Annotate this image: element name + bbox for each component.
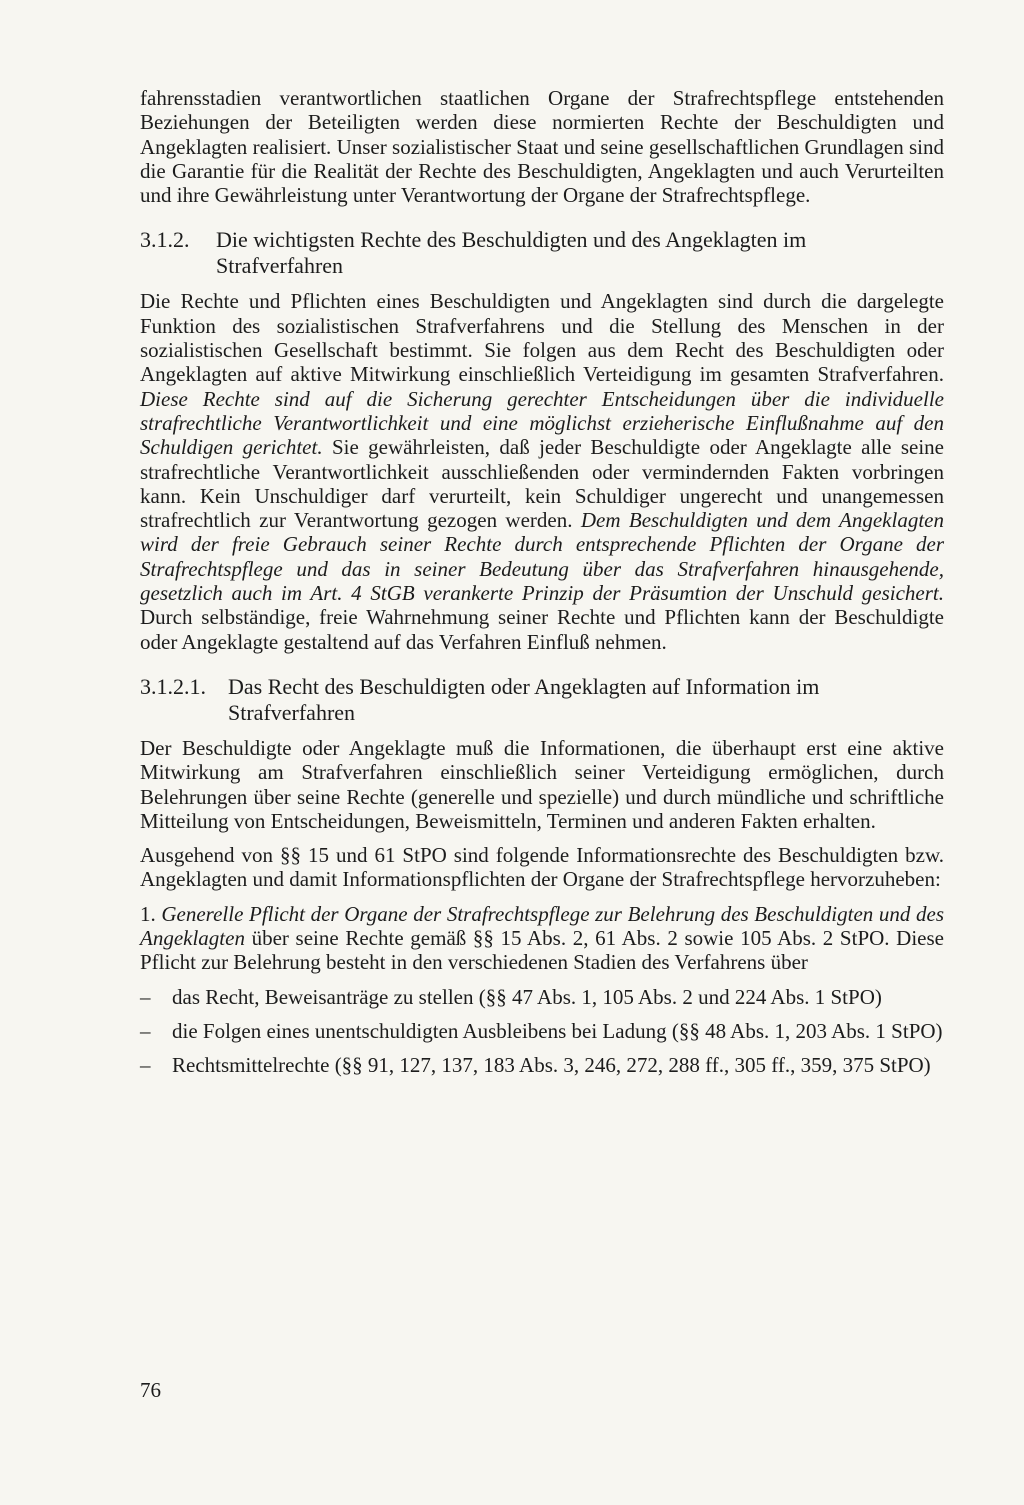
section-title: Die wichtigsten Rechte des Beschuldigten und des Angeklagten im Strafverfahren	[216, 227, 807, 279]
numbered-item-1	[140, 902, 944, 975]
item-number: 1.	[140, 901, 156, 926]
dash-marker: –	[140, 1018, 151, 1043]
section-2-paragraph-2: Ausgehend von §§ 15 und 61 StPO sind folgende Informationsrechte des Beschuldigten bzw. Angeklagten und damit Informationspflichten der Organe der Strafrechtspflege hervorzuheben:	[140, 843, 944, 892]
intro-paragraph: fahrensstadien verantwortlichen staatlichen Organe der Strafrechtspflege entstehenden Beziehungen der Beteiligten werden diese normierten Rechte der Beschuldigten und Angeklagten realisiert. Unser sozialistischer Staat und seine gesellschaftlichen Grundlagen sind die Garantie für die Realität der Rechte des Beschuldigten, Angeklagten und auch Verurteilten und ihre Gewährleistung unter Verantwortung der Organe der Strafrechtspflege.	[140, 86, 944, 208]
section-2-paragraph-1: Der Beschuldigte oder Angeklagte muß die Informationen, die überhaupt erst eine aktive Mitwirkung am Strafverfahren einschließlich seiner Verteidigung ermöglichen, durch Belehrungen über seine Rechte (generelle und spezielle) und durch mündliche und schriftliche Mitteilung von Entscheidungen, Beweismitteln, Terminen und anderen Fakten erhalten.	[140, 735, 944, 833]
section-heading-3-1-2-1	[140, 674, 944, 726]
dash-list-item	[140, 1019, 944, 1043]
section-1-paragraph	[140, 289, 944, 653]
text-run: über seine Rechte gemäß §§ 15 Abs. 2, 61 Abs. 2 sowie 105 Abs. 2 StPO. Diese Pflicht zur Belehrung besteht in den verschiedenen Stadien des Verfahrens über	[140, 926, 944, 975]
dash-list-item	[140, 985, 944, 1009]
list-item-text: die Folgen eines unentschuldigten Ausbleibens bei Ladung (§§ 48 Abs. 1, 203 Abs. 1 StPO)	[172, 1018, 943, 1043]
dash-marker: –	[140, 984, 151, 1009]
italic-run: Dem Beschuldigten und dem Angeklagten wird der freie Gebrauch seiner Rechte durch entsprechende Pflichten der Organe der Strafrechtspflege und das in seiner Bedeutung über das Strafverfahren hinausgehende, gesetzlich auch im Art. 4 StGB verankerte Prinzip der Präsumtion der Unschuld gesichert.	[140, 508, 944, 606]
dash-list-item	[140, 1053, 944, 1077]
text-run: Sie gewährleisten, daß jeder Beschuldigte oder Angeklagte alle seine strafrechtliche Verantwortlichkeit ausschließenden oder vermindernden Fakten vorbringen kann. Kein Unschuldiger darf verurteilt, kein Schuldiger ungerecht und unangemessen strafrechtlich zur Verantwortung gezogen werden.	[140, 435, 944, 533]
section-number: 3.1.2.	[140, 227, 190, 253]
text-run: Durch selbständige, freie Wahrnehmung seiner Rechte und Pflichten kann der Beschuldigte oder Angeklagte gestaltend auf das Verfahren Einfluß nehmen.	[140, 605, 944, 654]
section-title: Das Recht des Beschuldigten oder Angeklagten auf Information im Strafverfahren	[228, 673, 820, 725]
dash-marker: –	[140, 1053, 151, 1078]
section-number: 3.1.2.1.	[140, 673, 206, 699]
section-heading-3-1-2	[140, 227, 944, 279]
text-run: Die Rechte und Pflichten eines Beschuldigten und Angeklagten sind durch die dargelegte Funktion des sozialistischen Strafverfahrens und die Stellung des Menschen in der sozialistischen Gesellschaft bestimmt. Sie folgen aus dem Recht des Beschuldigten oder Angeklagten auf aktive Mitwirkung einschließlich Verteidigung im gesamten Strafverfahren.	[140, 289, 944, 387]
italic-run: Diese Rechte sind auf die Sicherung gerechter Entscheidungen über die individuelle strafrechtliche Verantwortlichkeit und eine möglichst erzieherische Einflußnahme auf den Schuldigen gerichtet.	[140, 386, 944, 460]
list-item-text: das Recht, Beweisanträge zu stellen (§§ 47 Abs. 1, 105 Abs. 2 und 224 Abs. 1 StPO)	[172, 984, 882, 1009]
page-number: 76	[140, 1378, 161, 1402]
italic-run: Generelle Pflicht der Organe der Strafrechtspflege zur Belehrung des Beschuldigten und des Angeklagten	[140, 901, 944, 951]
list-item-text: Rechtsmittelrechte (§§ 91, 127, 137, 183 Abs. 3, 246, 272, 288 ff., 305 ff., 359, 375 StPO)	[172, 1053, 931, 1078]
